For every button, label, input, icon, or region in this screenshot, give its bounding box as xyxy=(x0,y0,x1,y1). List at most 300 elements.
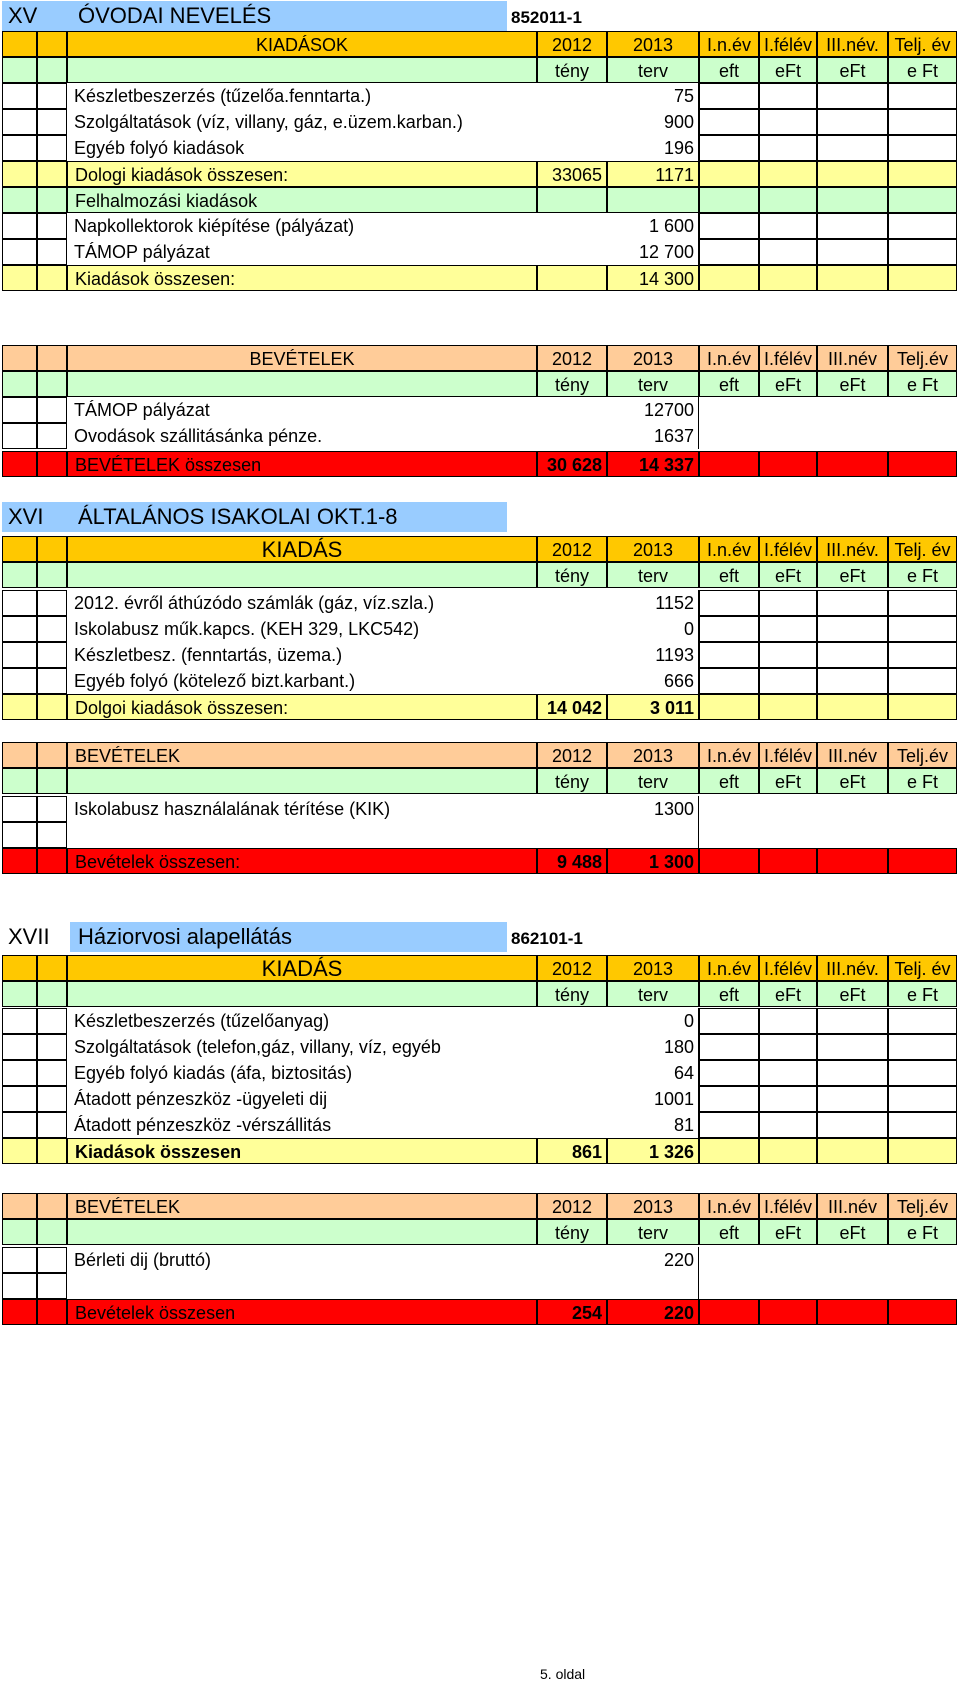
cell xyxy=(2,161,37,187)
cell xyxy=(699,694,759,720)
cell xyxy=(888,265,957,291)
unit-col: eFt xyxy=(759,1219,817,1245)
table-row xyxy=(0,822,957,848)
value-2013: 75 xyxy=(607,83,699,109)
table-row xyxy=(0,796,957,822)
cell xyxy=(2,742,37,768)
section-name: ÁLTALÁNOS ISAKOLAI OKT.1-8 xyxy=(70,502,507,532)
cell xyxy=(2,1138,37,1164)
header-col: 2013 xyxy=(607,742,699,768)
cell xyxy=(607,822,699,848)
cell xyxy=(888,83,957,109)
cell xyxy=(37,239,67,265)
value-2012 xyxy=(537,213,607,239)
table-row xyxy=(0,642,957,668)
value-2013: 196 xyxy=(607,135,699,161)
cell xyxy=(2,345,37,371)
cell xyxy=(2,397,37,423)
row-label: Szolgáltatások (víz, villany, gáz, e.üzem.karban.) xyxy=(67,109,537,135)
unit-col: terv xyxy=(607,1219,699,1245)
value-2012 xyxy=(537,239,607,265)
cell xyxy=(699,213,759,239)
cell xyxy=(2,822,37,848)
units-row xyxy=(0,1219,957,1245)
header-col: Telj. év xyxy=(888,955,957,981)
row-label: Készletbeszerzés (tűzelőanyag) xyxy=(67,1008,537,1034)
cell xyxy=(2,1060,37,1086)
header-col: Telj. év xyxy=(888,31,957,57)
cell xyxy=(37,1219,67,1245)
table-row xyxy=(0,83,957,109)
cell xyxy=(37,1112,67,1138)
header-col: I.félév xyxy=(759,345,817,371)
header-col: III.név xyxy=(817,742,888,768)
unit-col: tény xyxy=(537,57,607,83)
cell xyxy=(607,1273,699,1299)
unit-col: eFt xyxy=(817,371,888,397)
cell xyxy=(2,451,37,477)
header-label: KIADÁS xyxy=(67,536,537,562)
value-2013: 14 300 xyxy=(607,265,699,291)
cell xyxy=(37,1086,67,1112)
cell xyxy=(817,694,888,720)
header-col: Telj. év xyxy=(888,536,957,562)
unit-col: eFt xyxy=(817,1219,888,1245)
header-col: I.félév xyxy=(759,955,817,981)
cell xyxy=(888,1299,957,1325)
cell xyxy=(37,1060,67,1086)
unit-col: tény xyxy=(537,981,607,1007)
unit-col: eFt xyxy=(817,768,888,794)
cell xyxy=(37,562,67,588)
value-2013: 220 xyxy=(607,1299,699,1325)
cell xyxy=(699,1008,759,1034)
cell xyxy=(2,796,37,822)
cell xyxy=(2,31,37,57)
cell xyxy=(2,371,37,397)
cell xyxy=(2,1273,37,1299)
header-col: 2012 xyxy=(537,31,607,57)
header-label: KIADÁS xyxy=(67,955,537,981)
cell xyxy=(699,83,759,109)
cell xyxy=(2,768,37,794)
cell xyxy=(817,451,888,477)
cell xyxy=(817,1138,888,1164)
value-2013: 0 xyxy=(607,1008,699,1034)
cell xyxy=(888,213,957,239)
cell xyxy=(2,536,37,562)
header-row-kiadas xyxy=(0,955,957,981)
header-col: 2013 xyxy=(607,31,699,57)
cell xyxy=(37,1138,67,1164)
cell xyxy=(37,345,67,371)
row-label: Napkollektorok kiépítése (pályázat) xyxy=(67,213,537,239)
cell xyxy=(2,1193,37,1219)
table-row xyxy=(0,1086,957,1112)
cell xyxy=(699,1060,759,1086)
units-row xyxy=(0,768,957,794)
row-label: Készletbeszerzés (tűzelőa.fenntarta.) xyxy=(67,83,537,109)
cell xyxy=(759,642,817,668)
cell xyxy=(67,981,537,1007)
value-2012 xyxy=(537,83,607,109)
value-2013: 64 xyxy=(607,1060,699,1086)
value-2013: 1300 xyxy=(607,796,699,822)
cell xyxy=(759,83,817,109)
value-2012 xyxy=(537,1008,607,1034)
total-row xyxy=(0,265,957,291)
cell xyxy=(759,1299,817,1325)
cell xyxy=(888,1086,957,1112)
header-row-kiadasok xyxy=(0,31,957,57)
cell xyxy=(699,1299,759,1325)
cell xyxy=(2,135,37,161)
cell xyxy=(817,135,888,161)
header-col: I.félév xyxy=(759,536,817,562)
table-row xyxy=(0,135,957,161)
value-2013: 220 xyxy=(607,1247,699,1273)
table-row xyxy=(0,1112,957,1138)
cell xyxy=(759,1060,817,1086)
unit-col: eft xyxy=(699,371,759,397)
value-2012: 30 628 xyxy=(537,451,607,477)
cell xyxy=(37,1008,67,1034)
units-row xyxy=(0,981,957,1007)
cell xyxy=(759,161,817,187)
header-row-bevetelek xyxy=(0,1193,957,1219)
cell xyxy=(67,562,537,588)
unit-col: eft xyxy=(699,562,759,588)
cell xyxy=(817,1060,888,1086)
cell xyxy=(699,1034,759,1060)
section-name: Háziorvosi alapellátás xyxy=(70,922,507,952)
cell xyxy=(817,187,888,213)
cell xyxy=(2,265,37,291)
unit-col: eft xyxy=(699,57,759,83)
cell xyxy=(888,1060,957,1086)
cell xyxy=(2,1034,37,1060)
unit-col: e Ft xyxy=(888,981,957,1007)
cell xyxy=(37,796,67,822)
header-col: I.félév xyxy=(759,742,817,768)
section-title-xv xyxy=(2,1,612,31)
cell xyxy=(888,642,957,668)
value-2012 xyxy=(537,590,607,616)
row-label: TÁMOP pályázat xyxy=(67,397,537,423)
header-col: 2012 xyxy=(537,955,607,981)
table-row xyxy=(0,1247,957,1273)
cell xyxy=(37,161,67,187)
header-col: 2013 xyxy=(607,536,699,562)
header-label: BEVÉTELEK xyxy=(67,1193,537,1219)
cell xyxy=(759,668,817,694)
row-label: Egyéb folyó kiadás (áfa, biztositás) xyxy=(67,1060,537,1086)
value-2012 xyxy=(537,1086,607,1112)
cell xyxy=(699,642,759,668)
value-2013: 81 xyxy=(607,1112,699,1138)
value-2012: 9 488 xyxy=(537,848,607,874)
cell xyxy=(37,822,67,848)
cell xyxy=(37,848,67,874)
cell xyxy=(2,1299,37,1325)
cell xyxy=(699,616,759,642)
cell xyxy=(759,1034,817,1060)
section-number: XVI xyxy=(2,502,70,532)
cell xyxy=(37,109,67,135)
value-2012: 861 xyxy=(537,1138,607,1164)
row-label: Iskolabusz műk.kapcs. (KEH 329, LKC542) xyxy=(67,616,537,642)
unit-col: eft xyxy=(699,1219,759,1245)
row-label: TÁMOP pályázat xyxy=(67,239,537,265)
total-row xyxy=(0,451,957,477)
row-label: Kiadások összesen: xyxy=(67,265,537,291)
cell xyxy=(699,135,759,161)
cell xyxy=(2,213,37,239)
cell xyxy=(37,616,67,642)
header-label: BEVÉTELEK xyxy=(67,742,537,768)
cell xyxy=(2,239,37,265)
cell xyxy=(37,397,67,423)
cell xyxy=(37,590,67,616)
row-label: Bevételek összesen xyxy=(67,1299,537,1325)
header-col: I.n.év xyxy=(699,955,759,981)
unit-col: eFt xyxy=(817,562,888,588)
unit-col: terv xyxy=(607,57,699,83)
value-2013: 1193 xyxy=(607,642,699,668)
unit-col: tény xyxy=(537,371,607,397)
header-col: I.félév xyxy=(759,1193,817,1219)
section-code: 852011-1 xyxy=(511,8,582,27)
cell xyxy=(37,187,67,213)
cell xyxy=(2,848,37,874)
cell xyxy=(2,57,37,83)
header-col: 2012 xyxy=(537,742,607,768)
value-2012 xyxy=(537,109,607,135)
subtotal-row xyxy=(0,161,957,187)
value-2012 xyxy=(537,668,607,694)
header-col: 2013 xyxy=(607,955,699,981)
row-label: Egyéb folyó (kötelező bizt.karbant.) xyxy=(67,668,537,694)
units-row xyxy=(0,57,957,83)
value-2012 xyxy=(537,265,607,291)
cell xyxy=(699,1112,759,1138)
cell xyxy=(759,848,817,874)
table-row xyxy=(0,109,957,135)
unit-col: eFt xyxy=(759,981,817,1007)
value-2013: 1171 xyxy=(607,161,699,187)
header-col: I.n.év xyxy=(699,31,759,57)
total-row xyxy=(0,694,957,720)
cell xyxy=(759,451,817,477)
cell xyxy=(888,848,957,874)
value-2012: 14 042 xyxy=(537,694,607,720)
cell xyxy=(699,239,759,265)
unit-col: e Ft xyxy=(888,1219,957,1245)
table-row xyxy=(0,590,957,616)
value-2013: 1 326 xyxy=(607,1138,699,1164)
unit-col: eft xyxy=(699,768,759,794)
cell xyxy=(759,1086,817,1112)
value-2013 xyxy=(607,187,699,213)
value-2013: 1 300 xyxy=(607,848,699,874)
cell xyxy=(817,239,888,265)
cell xyxy=(699,187,759,213)
cell xyxy=(2,83,37,109)
cell xyxy=(888,187,957,213)
cell xyxy=(37,642,67,668)
row-label: Iskolabusz használalának térítése (KIK) xyxy=(67,796,537,822)
cell xyxy=(759,1138,817,1164)
row-label: Bérleti dij (bruttó) xyxy=(67,1247,537,1273)
cell xyxy=(37,768,67,794)
row-label: 2012. évről áthúzódo számlák (gáz, víz.szla.) xyxy=(67,590,537,616)
value-2012 xyxy=(537,135,607,161)
cell xyxy=(37,1247,67,1273)
unit-col: tény xyxy=(537,768,607,794)
header-col: 2013 xyxy=(607,345,699,371)
cell xyxy=(37,423,67,449)
value-2013: 666 xyxy=(607,668,699,694)
cell xyxy=(817,265,888,291)
value-2012 xyxy=(537,616,607,642)
cell xyxy=(817,1008,888,1034)
row-label: Egyéb folyó kiadások xyxy=(67,135,537,161)
cell xyxy=(2,1247,37,1273)
table-row xyxy=(0,1060,957,1086)
cell xyxy=(2,1008,37,1034)
row-label: Dologi kiadások összesen: xyxy=(67,161,537,187)
cell xyxy=(817,109,888,135)
cell xyxy=(888,451,957,477)
cell xyxy=(888,616,957,642)
cell xyxy=(759,109,817,135)
cell xyxy=(67,1219,537,1245)
value-2012 xyxy=(537,1060,607,1086)
cell xyxy=(888,590,957,616)
cell xyxy=(888,135,957,161)
value-2013: 900 xyxy=(607,109,699,135)
cell xyxy=(37,83,67,109)
header-col: I.n.év xyxy=(699,536,759,562)
cell xyxy=(759,1112,817,1138)
cell xyxy=(817,668,888,694)
value-2013: 1001 xyxy=(607,1086,699,1112)
value-2012 xyxy=(537,796,607,822)
table-row xyxy=(0,1034,957,1060)
unit-col: terv xyxy=(607,371,699,397)
row-label: Átadott pénzeszköz -vérszállitás xyxy=(67,1112,537,1138)
header-col: 2012 xyxy=(537,345,607,371)
cell xyxy=(2,955,37,981)
cell xyxy=(37,981,67,1007)
value-2012 xyxy=(537,397,607,423)
cell xyxy=(699,1138,759,1164)
unit-col: e Ft xyxy=(888,371,957,397)
cell xyxy=(37,1273,67,1299)
header-label: BEVÉTELEK xyxy=(67,345,537,371)
header-col: III.név. xyxy=(817,536,888,562)
page-number: 5. oldal xyxy=(540,1666,586,1682)
cell xyxy=(759,135,817,161)
value-2012: 33065 xyxy=(537,161,607,187)
value-2012: 254 xyxy=(537,1299,607,1325)
cell xyxy=(37,135,67,161)
section-number: XV xyxy=(2,1,70,31)
cell xyxy=(37,536,67,562)
row-label: Kiadások összesen xyxy=(67,1138,537,1164)
cell xyxy=(37,265,67,291)
cell xyxy=(67,57,537,83)
cell xyxy=(888,161,957,187)
unit-col: eFt xyxy=(817,981,888,1007)
value-2013: 14 337 xyxy=(607,451,699,477)
section-title-xvii xyxy=(2,922,612,952)
cell xyxy=(37,668,67,694)
cell xyxy=(67,371,537,397)
cell xyxy=(37,213,67,239)
header-row-bevetelek xyxy=(0,345,957,371)
cell xyxy=(817,161,888,187)
cell xyxy=(37,1193,67,1219)
row-label: Készletbesz. (fenntartás, üzema.) xyxy=(67,642,537,668)
cell xyxy=(759,616,817,642)
section-name: ÓVODAI NEVELÉS xyxy=(70,1,507,31)
cell xyxy=(2,1086,37,1112)
row-label: Felhalmozási kiadások xyxy=(67,187,537,213)
units-row xyxy=(0,371,957,397)
header-label: KIADÁSOK xyxy=(67,31,537,57)
total-row xyxy=(0,1138,957,1164)
cell xyxy=(759,1008,817,1034)
header-row-kiadas xyxy=(0,536,957,562)
cell xyxy=(699,109,759,135)
table-row xyxy=(0,213,957,239)
cell xyxy=(2,562,37,588)
value-2013: 0 xyxy=(607,616,699,642)
unit-col: tény xyxy=(537,1219,607,1245)
header-col: I.n.év xyxy=(699,1193,759,1219)
units-row xyxy=(0,562,957,588)
cell xyxy=(888,109,957,135)
cell xyxy=(759,694,817,720)
row-label: Bevételek összesen: xyxy=(67,848,537,874)
cell xyxy=(817,642,888,668)
header-col: 2012 xyxy=(537,536,607,562)
unit-col: eFt xyxy=(759,371,817,397)
cell xyxy=(759,590,817,616)
cell xyxy=(37,31,67,57)
cell xyxy=(37,1299,67,1325)
unit-col: eft xyxy=(699,981,759,1007)
section-code: 862101-1 xyxy=(511,929,583,948)
row-label: BEVÉTELEK összesen xyxy=(67,451,537,477)
value-2013: 180 xyxy=(607,1034,699,1060)
unit-col: terv xyxy=(607,562,699,588)
unit-col: e Ft xyxy=(888,57,957,83)
cell xyxy=(699,590,759,616)
unit-col: tény xyxy=(537,562,607,588)
cell xyxy=(2,981,37,1007)
value-2013: 1152 xyxy=(607,590,699,616)
section-number: XVII xyxy=(2,922,70,952)
header-col: I.félév xyxy=(759,31,817,57)
table-row xyxy=(0,1008,957,1034)
cell xyxy=(2,668,37,694)
row-label: Ovodások szállitásánka pénze. xyxy=(67,423,537,449)
header-col: Telj.év xyxy=(888,345,957,371)
unit-col: terv xyxy=(607,981,699,1007)
cell xyxy=(37,955,67,981)
